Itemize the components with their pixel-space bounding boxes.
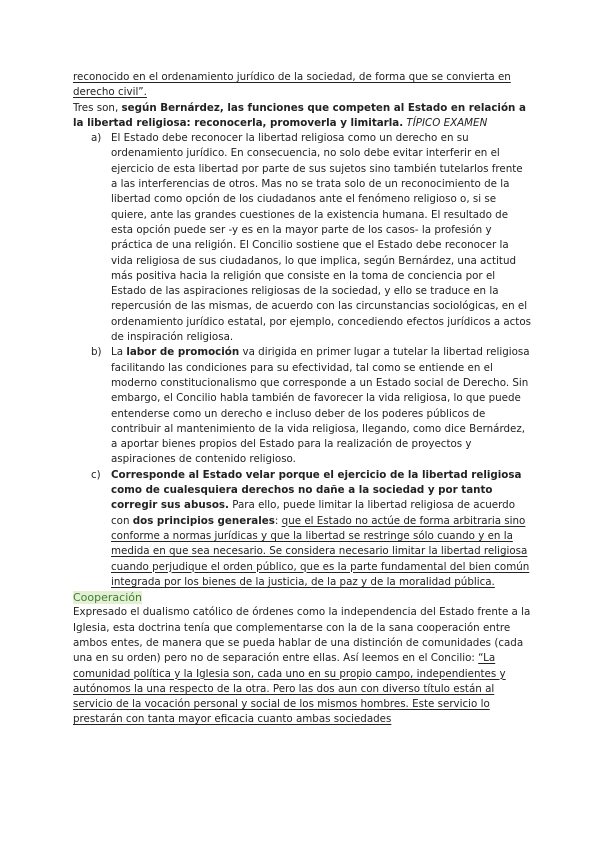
list-marker: b) — [91, 346, 102, 359]
list-marker: c) — [91, 468, 101, 481]
document-body — [73, 70, 531, 728]
item-c-bold2: dos principios generales — [132, 514, 275, 527]
functions-summary — [73, 101, 531, 132]
summary-lead: Tres son, — [73, 101, 122, 114]
summary-bold: según Bernárdez, las funciones que competen al Estado en relación a la libertad religiosa: reconocerla, promoverla y limitarla. — [73, 101, 526, 129]
item-b-bold: labor de promoción — [126, 346, 240, 359]
list-item-a — [73, 131, 531, 345]
item-b-text: va dirigida en primer lugar a tutelar la libertad religiosa facilitando las condiciones para su efectividad, tal como se entiende en el moderno constitucionalismo que corresponde a un Estado social de Derecho. Sin embargo, el Concilio habla también de favorecer la vida religiosa, lo que puede entenderse como un derecho e incluso deber de los poderes públicos de contribuir al mantenimiento de la vida religiosa, llegando, como dice Bernárdez, a aportar bienes propios del Estado para la realización de proyectos y aspiraciones de contenido religioso. — [111, 346, 530, 466]
list-item-c — [73, 468, 531, 590]
section-body: Expresado el dualismo católico de órdenes como la independencia del Estado frente a la Iglesia, esta doctrina tenía que complementarse con la de la sana cooperación entre ambos entes, de manera que se pueda hablar de una distinción de comunidades (cada una en su orden) pero no de separación entre ellas. Así leemos en el Concilio: — [73, 606, 531, 665]
item-b-pre: La — [111, 346, 127, 359]
section-heading-text: Cooperación — [73, 591, 142, 605]
concilio-quote: “La comunidad política y la Iglesia son, cada uno en su propio campo, independientes y autónomos la una respecto de la otra. Pero las dos aun con diverso título están al servicio de la vocación personal y social de los mismos hombres. Este servicio lo prestarán con tanta mayor eficacia cuanto ambas sociedades — [73, 652, 506, 726]
item-c-underlined: que el Estado no actúe de forma arbitraria sino conforme a normas jurídicas y que la libertad se restringe sólo cuando y en la medida en que sea necesario. Se considera necesario limitar la libertad religiosa cuando perjudique el orden público, que es la parte fundamental del bien común integrada por los bienes de la justicia, de la paz y de la moralidad pública. — [111, 514, 530, 588]
list-marker: a) — [91, 132, 102, 145]
item-c-bold: Corresponde al Estado velar porque el ejercicio de la libertad religiosa como de cualesquiera derechos no dañe a la sociedad y por tanto corregir sus abusos. — [111, 468, 522, 512]
item-c-colon: : — [274, 514, 282, 527]
intro-line: reconocido en el ordenamiento jurídico de la sociedad, de forma que se convierta en derecho civil”. — [73, 71, 511, 99]
list-item-b — [73, 345, 531, 467]
section-paragraph — [73, 605, 531, 727]
section-heading — [73, 590, 531, 605]
functions-list — [73, 131, 531, 590]
item-a-text: El Estado debe reconocer la libertad religiosa como un derecho en su ordenamiento jurídico. En consecuencia, no solo debe evitar interferir en el ejercicio de esta libertad por parte de sus sujetos sino también tutelarlos frente a las interferencias de otros. Mas no se trata solo de un reconocimiento de la libertad como opción de los ciudadanos ante el fenómeno religioso o, si se quiere, ante las grandes cuestiones de la existencia humana. El resultado de esta opción puede ser -y es en la mayor parte de los casos- la profesión y práctica de una religión. El Concilio sostiene que el Estado debe reconocer la vida religiosa de sus ciudadanos, lo que implica, según Bernárdez, una actitud más positiva hacia la religión que consiste en la toma de conciencia por el Estado de las aspiraciones religiosas de la sociedad, y ello se traduce en la repercusión de las mismas, de acuerdo con las circunstancias sociológicas, en el ordenamiento jurídico estatal, por ejemplo, concediendo efectos jurídicos a actos de inspiración religiosa. — [111, 132, 531, 344]
item-c-text: Para ello, puede limitar la libertad religiosa de acuerdo con — [111, 499, 516, 527]
exam-tag: TÍPICO EXAMEN — [403, 116, 488, 129]
